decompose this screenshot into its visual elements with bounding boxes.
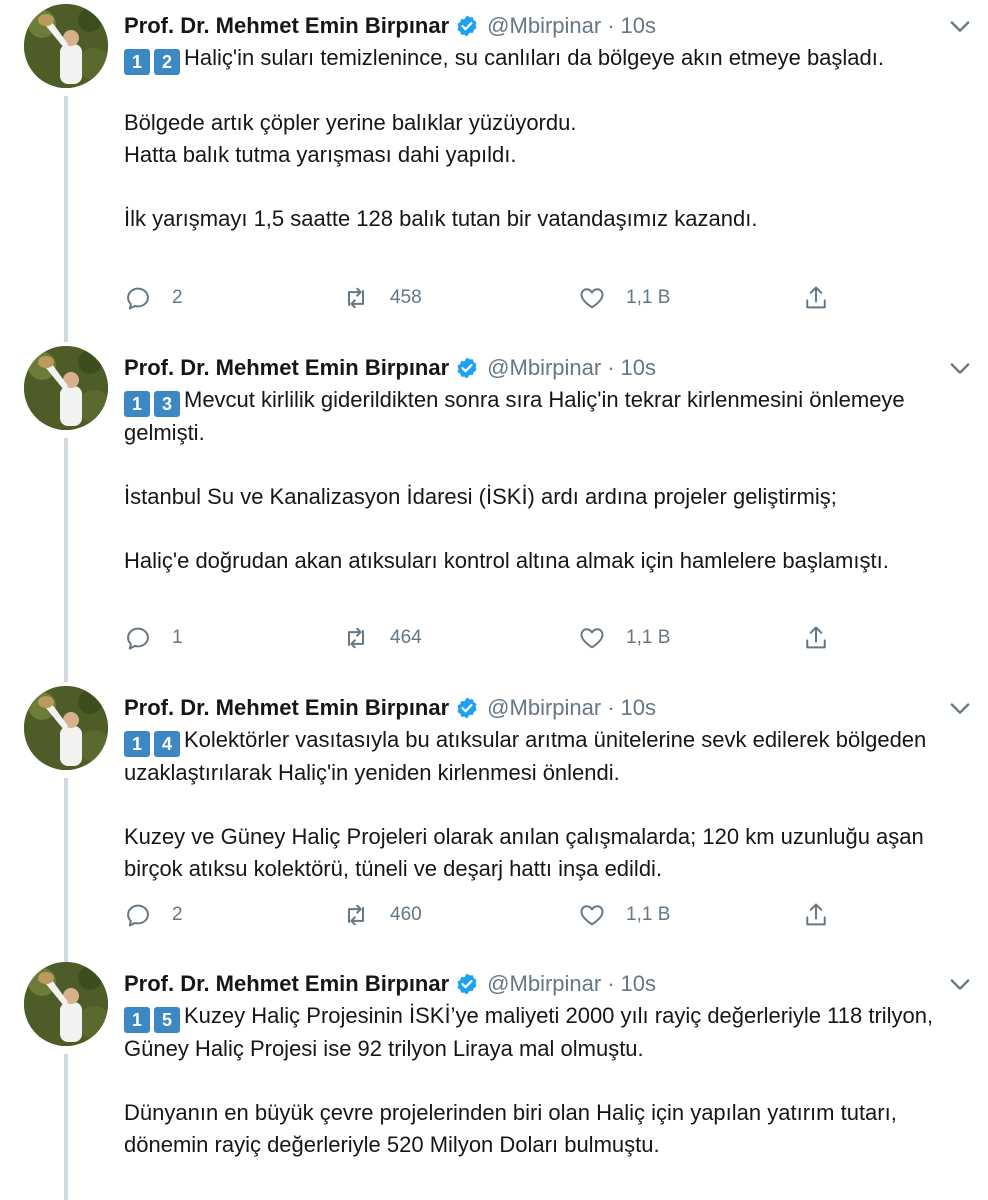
share-button[interactable] [802, 283, 830, 313]
retweet-button[interactable] [342, 623, 422, 653]
reply-icon [124, 284, 152, 312]
thread-connector [64, 1054, 68, 1200]
author-name[interactable]: Prof. Dr. Mehmet Emin Birpınar [124, 355, 450, 380]
author-handle[interactable]: @Mbirpinar [487, 355, 602, 380]
tweet-paragraph: Kuzey ve Güney Haliç Projeleri olarak anılan çalışmalarda; 120 km uzunluğu aşan birçok atıksu kolektörü, tüneli ve deşarj hattı inşa edildi. [124, 824, 924, 881]
separator: · [607, 355, 615, 380]
share-icon [802, 284, 830, 312]
tweet-text [124, 384, 974, 577]
keycap-emoji: 1 [124, 49, 150, 75]
tweet-paragraph [124, 1000, 974, 1065]
tweet-text [124, 724, 974, 885]
tweet-paragraph [124, 42, 974, 75]
tweet-paragraph: Dünyanın en büyük çevre projelerinden biri olan Haliç için yapılan yatırım tutarı, dönemin rayiç değerleriyle 520 Milyon Doları bulmuştu. [124, 1100, 897, 1157]
avatar[interactable] [24, 686, 108, 770]
like-count: 1,1 B [626, 627, 671, 648]
chevron-down-icon[interactable] [946, 694, 974, 722]
share-button[interactable] [802, 900, 830, 930]
like-button[interactable] [578, 283, 670, 313]
tweet-time[interactable]: 10s [620, 355, 657, 380]
tweet[interactable] [0, 962, 988, 1200]
separator: · [607, 13, 615, 38]
separator: · [607, 695, 615, 720]
reply-count: 1 [172, 627, 183, 648]
keycap-emoji: 2 [154, 49, 180, 75]
tweet-paragraph: Bölgede artık çöpler yerine balıklar yüzüyordu. Hatta balık tutma yarışması dahi yapıldı. [124, 110, 577, 167]
tweet-actions [124, 623, 844, 653]
retweet-icon [342, 284, 370, 312]
avatar[interactable] [24, 346, 108, 430]
tweet-time[interactable]: 10s [620, 971, 657, 996]
verified-badge-icon [455, 356, 479, 380]
paragraph-text: Mevcut kirlilik giderildikten sonra sıra Haliç'in tekrar kirlenmesini önlemeye gelmişti. [124, 387, 905, 445]
verified-badge-icon [455, 14, 479, 38]
paragraph-text: Haliç'in suları temizlenince, su canlıları da bölgeye akın etmeye başladı. [184, 45, 885, 70]
avatar-image-icon [24, 686, 108, 770]
reply-button[interactable] [124, 283, 183, 313]
retweet-button[interactable] [342, 283, 422, 313]
retweet-icon [342, 901, 370, 929]
avatar-image-icon [24, 346, 108, 430]
tweet-paragraph: İlk yarışmayı 1,5 saatte 128 balık tutan bir vatandaşımız kazandı. [124, 206, 758, 231]
tweet[interactable] [0, 346, 988, 682]
author-handle[interactable]: @Mbirpinar [487, 971, 602, 996]
tweet-actions [124, 900, 844, 930]
tweet-time[interactable]: 10s [620, 13, 657, 38]
thread-connector [64, 778, 68, 962]
chevron-down-icon[interactable] [946, 12, 974, 40]
separator: · [607, 971, 615, 996]
author-handle[interactable]: @Mbirpinar [487, 13, 602, 38]
keycap-emoji: 3 [154, 391, 180, 417]
reply-icon [124, 624, 152, 652]
keycap-emoji: 4 [154, 731, 180, 757]
tweet[interactable] [0, 4, 988, 342]
avatar-image-icon [24, 962, 108, 1046]
paragraph-text: Kolektörler vasıtasıyla bu atıksular arıtma ünitelerine sevk edilerek bölgeden uzaklaştırılarak Haliç'in yeniden kirlenmesi önlendi. [124, 727, 927, 785]
reply-count: 2 [172, 287, 183, 308]
tweet-time[interactable]: 10s [620, 695, 657, 720]
heart-icon [578, 624, 606, 652]
tweet-text [124, 1000, 974, 1161]
verified-badge-icon [455, 972, 479, 996]
share-icon [802, 901, 830, 929]
keycap-emoji: 1 [124, 731, 150, 757]
share-button[interactable] [802, 623, 830, 653]
keycap-emoji: 5 [154, 1007, 180, 1033]
like-count: 1,1 B [626, 904, 671, 925]
tweet-paragraph [124, 724, 974, 789]
reply-button[interactable] [124, 623, 183, 653]
tweet-header [124, 352, 656, 384]
like-button[interactable] [578, 623, 670, 653]
avatar[interactable] [24, 962, 108, 1046]
retweet-count: 460 [390, 904, 422, 925]
share-icon [802, 624, 830, 652]
tweet-paragraph: İstanbul Su ve Kanalizasyon İdaresi (İSKİ) ardı ardına projeler geliştirmiş; [124, 484, 837, 509]
avatar[interactable] [24, 4, 108, 88]
like-count: 1,1 B [626, 287, 671, 308]
tweet-paragraph [124, 384, 974, 449]
author-name[interactable]: Prof. Dr. Mehmet Emin Birpınar [124, 971, 450, 996]
author-handle[interactable]: @Mbirpinar [487, 695, 602, 720]
keycap-emoji: 1 [124, 391, 150, 417]
retweet-button[interactable] [342, 900, 422, 930]
retweet-count: 458 [390, 287, 422, 308]
tweet-paragraph: Haliç'e doğrudan akan atıksuları kontrol altına almak için hamlelere başlamıştı. [124, 548, 889, 573]
tweet-actions [124, 283, 844, 313]
reply-count: 2 [172, 904, 183, 925]
like-button[interactable] [578, 900, 670, 930]
retweet-icon [342, 624, 370, 652]
thread-connector [64, 96, 68, 342]
chevron-down-icon[interactable] [946, 354, 974, 382]
paragraph-text: Kuzey Haliç Projesinin İSKİ’ye maliyeti 2000 yılı rayiç değerleriyle 118 trilyon, Güney Haliç Projesi ise 92 trilyon Liraya mal olmuştu. [124, 1003, 934, 1061]
author-name[interactable]: Prof. Dr. Mehmet Emin Birpınar [124, 695, 450, 720]
tweet-text [124, 42, 974, 235]
thread-connector [64, 438, 68, 682]
keycap-emoji: 1 [124, 1007, 150, 1033]
tweet[interactable] [0, 686, 988, 962]
chevron-down-icon[interactable] [946, 970, 974, 998]
tweet-header [124, 692, 656, 724]
reply-button[interactable] [124, 900, 183, 930]
tweet-header [124, 10, 656, 42]
heart-icon [578, 901, 606, 929]
verified-badge-icon [455, 696, 479, 720]
heart-icon [578, 284, 606, 312]
author-name[interactable]: Prof. Dr. Mehmet Emin Birpınar [124, 13, 450, 38]
avatar-image-icon [24, 4, 108, 88]
tweet-header [124, 968, 656, 1000]
retweet-count: 464 [390, 627, 422, 648]
reply-icon [124, 901, 152, 929]
